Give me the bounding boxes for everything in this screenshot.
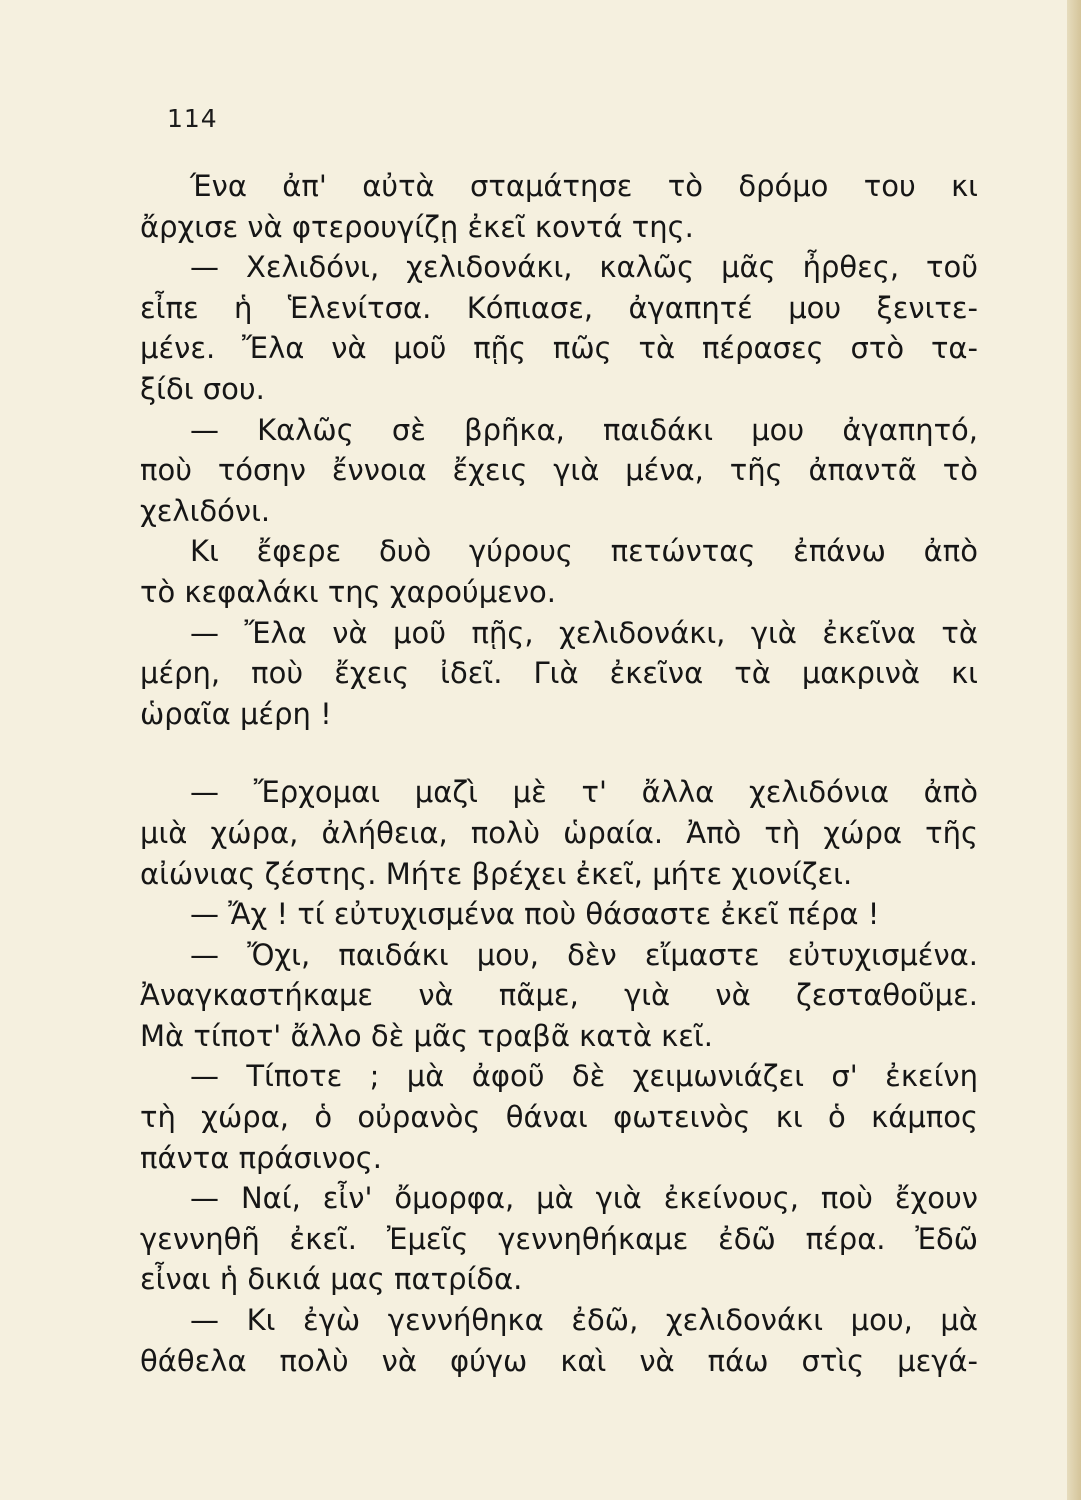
text-line: μέρη, ποὺ ἔχεις ἰδεῖ. Γιὰ ἐκεῖνα τὰ μακρινὰ κι [140,656,978,691]
text-line: — Ἄχ ! τί εὐτυχισμένα ποὺ θάσαστε ἐκεῖ πέρα ! [190,897,880,932]
text-line: — Ναί, εἶν' ὄμορφα, μὰ γιὰ ἐκείνους, ποὺ ἔχουν [190,1181,978,1216]
text-line: πάντα πράσινος. [140,1140,382,1175]
text-line: — Ἔλα νὰ μοῦ πῇς, χελιδονάκι, γιὰ ἐκεῖνα τὰ [190,615,978,650]
text-line: χελιδόνι. [140,493,271,528]
text-line: μιὰ χώρα, ἀλήθεια, πολὺ ὡραία. Ἀπὸ τὴ χώρα τῆς [140,815,978,850]
text-line: εἶπε ἡ Ἑλενίτσα. Κόπιασε, ἀγαπητέ μου ξενιτε- [140,290,978,325]
text-line: Μὰ τίποτ' ἄλλο δὲ μᾶς τραβᾶ κατὰ κεῖ. [140,1018,713,1053]
text-line: ξίδι σου. [140,371,265,406]
page-edge-shadow [1067,0,1081,1500]
text-line: τὴ χώρα, ὁ οὐρανὸς θάναι φωτεινὸς κι ὁ κάμπος [140,1100,978,1135]
page-number: 114 [167,104,218,133]
text-line: αἰώνιας ζέστης. Μήτε βρέχει ἐκεῖ, μήτε χιονίζει. [140,856,853,891]
text-line: Ἀναγκαστήκαμε νὰ πᾶμε, γιὰ νὰ ζεσταθοῦμε. [140,978,978,1013]
text-line: — Κι ἐγὼ γεννήθηκα ἐδῶ, χελιδονάκι μου, μὰ [190,1303,978,1338]
text-line: τὸ κεφαλάκι της χαρούμενο. [140,574,556,609]
text-line: ποὺ τόσην ἔννοια ἔχεις γιὰ μένα, τῆς ἀπαντᾶ τὸ [140,453,978,488]
text-line: Κι ἔφερε δυὸ γύρους πετώντας ἐπάνω ἀπὸ [190,534,978,569]
text-line: θάθελα πολὺ νὰ φύγω καὶ νὰ πάω στὶς μεγά- [140,1343,978,1378]
text-line: — Τίποτε ; μὰ ἀφοῦ δὲ χειμωνιάζει σ' ἐκείνη [190,1059,978,1094]
text-line: γεννηθῆ ἐκεῖ. Ἐμεῖς γεννηθήκαμε ἐδῶ πέρα. Ἐδῶ [140,1221,978,1256]
text-line: ἄρχισε νὰ φτερουγίζῃ ἐκεῖ κοντά της. [140,209,694,244]
text-line: εἶναι ἡ δικιά μας πατρίδα. [140,1262,523,1297]
text-line: ὡραῖα μέρη ! [140,696,332,731]
text-line: — Ἔρχομαι μαζὶ μὲ τ' ἄλλα χελιδόνια ἀπὸ [190,775,978,810]
text-line: — Καλῶς σὲ βρῆκα, παιδάκι μου ἀγαπητό, [190,412,978,447]
body-text [140,166,978,1381]
text-line: — Χελιδόνι, χελιδονάκι, καλῶς μᾶς ἦρθες, τοῦ [190,250,978,285]
text-line: μένε. Ἔλα νὰ μοῦ πῇς πῶς τὰ πέρασες στὸ τα- [140,331,978,366]
text-line: Ένα ἀπ' αὐτὰ σταμάτησε τὸ δρόμο του κι [190,169,978,203]
text-line: — Ὄχι, παιδάκι μου, δὲν εἴμαστε εὐτυχισμένα. [190,937,978,972]
